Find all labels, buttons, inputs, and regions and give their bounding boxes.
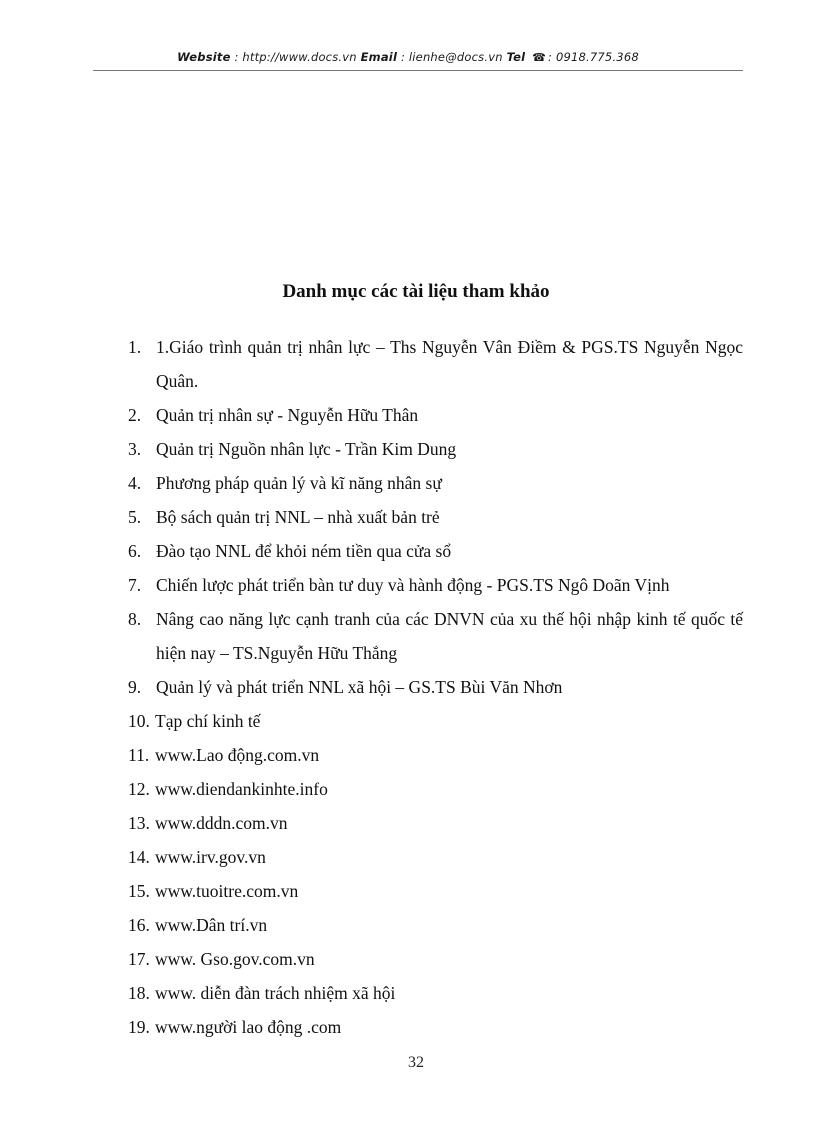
website-label: Website (177, 50, 231, 64)
list-item: 8. Nâng cao năng lực cạnh tranh của các DNVN của xu thế hội nhập kinh tế quốc tế hiện nay – TS.Nguyễn Hữu Thắng (128, 609, 743, 663)
reference-list (128, 330, 743, 1044)
list-item: 17. www. Gso.gov.com.vn (128, 949, 315, 969)
list-item: 4. Phương pháp quản lý và kĩ năng nhân sự (128, 473, 442, 493)
tel-value: : 0918.775.368 (548, 50, 639, 64)
page-number: 32 (408, 1054, 424, 1071)
list-item: 1. 1.Giáo trình quản trị nhân lực – Ths Nguyễn Vân Điềm & PGS.TS Nguyễn Ngọc Quân. (128, 337, 743, 391)
list-item: 16. www.Dân trí.vn (128, 915, 268, 935)
list-item: 15. www.tuoitre.com.vn (128, 881, 299, 901)
list-item: 19. www.người lao động .com (128, 1017, 342, 1037)
list-item: 12. www.diendankinhte.info (128, 779, 328, 799)
list-item: 14. www.irv.gov.vn (128, 847, 266, 867)
list-item: 11. www.Lao động.com.vn (128, 745, 320, 765)
list-item: 7. Chiến lược phát triển bàn tư duy và hành động - PGS.TS Ngô Doãn Vịnh (128, 575, 670, 595)
phone-icon: ☎ (532, 51, 547, 64)
website-value[interactable]: : http://www.docs.vn (234, 50, 357, 64)
list-item: 10. Tạp chí kinh tế (128, 711, 261, 731)
list-item: 18. www. diễn đàn trách nhiệm xã hội (128, 983, 396, 1003)
tel-label: Tel (506, 50, 526, 64)
page-title: Danh mục các tài liệu tham khảo (282, 281, 550, 302)
list-item: 3. Quản trị Nguồn nhân lực - Trần Kim Dung (128, 439, 457, 459)
header-divider (93, 70, 743, 71)
email-value[interactable]: : lienhe@docs.vn (400, 50, 503, 64)
list-item: 2. Quản trị nhân sự - Nguyễn Hữu Thân (128, 405, 419, 425)
page-header (0, 50, 816, 64)
email-label: Email (360, 50, 398, 64)
list-item: 13. www.dddn.com.vn (128, 813, 288, 833)
list-item: 5. Bộ sách quản trị NNL – nhà xuất bản trẻ (128, 507, 440, 527)
list-item: 9. Quản lý và phát triển NNL xã hội – GS.TS Bùi Văn Nhơn (128, 677, 563, 697)
list-item: 6. Đào tạo NNL để khỏi ném tiền qua cửa sổ (128, 541, 452, 561)
